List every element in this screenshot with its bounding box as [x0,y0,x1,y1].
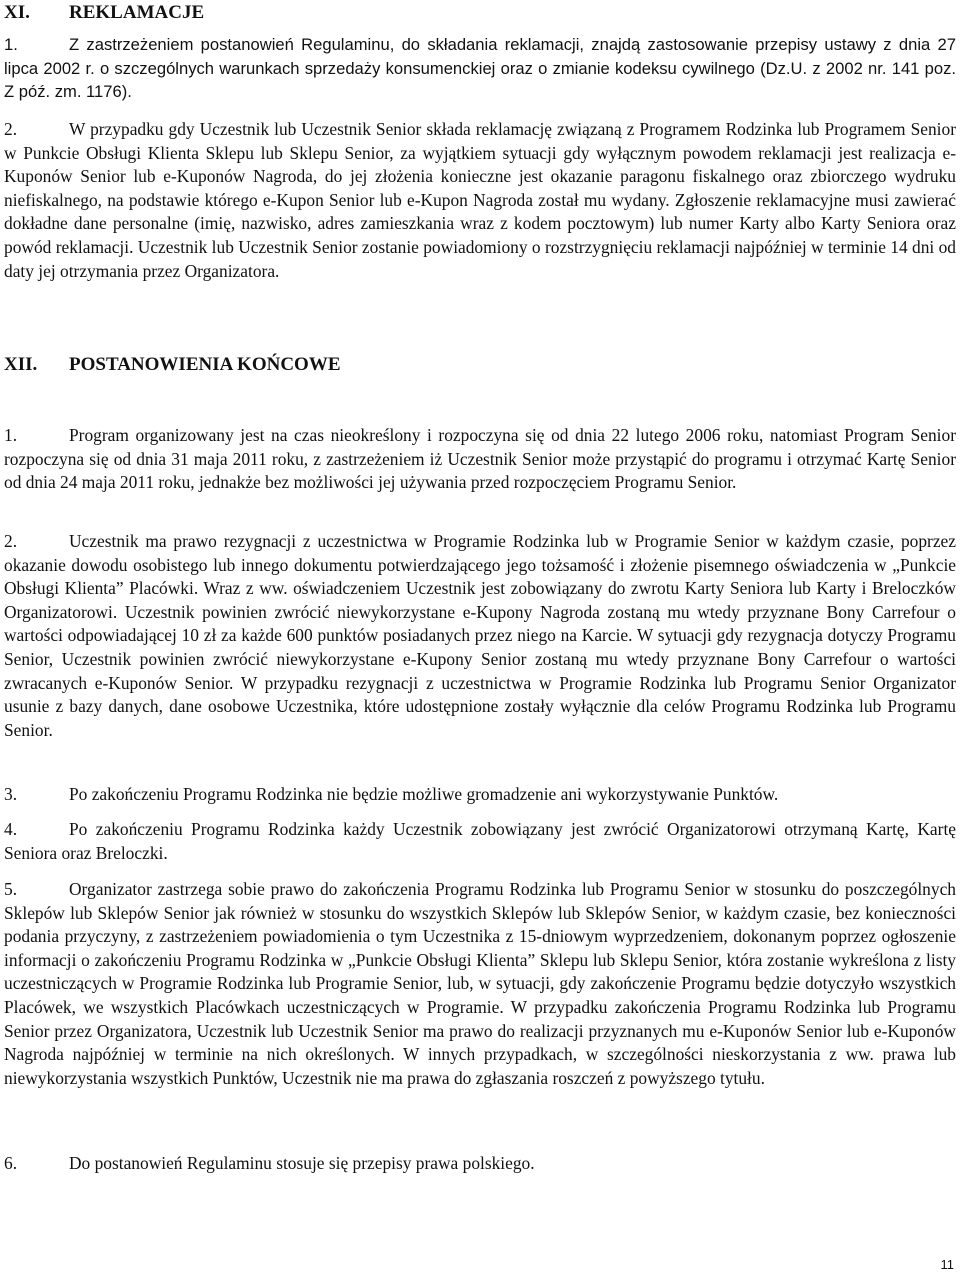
section-xii-item-5 [4,878,956,1090]
section-xi-item-2 [4,118,956,283]
section-number: XII. [4,354,38,375]
section-title: REKLAMACJE [69,2,205,23]
item-number: 1. [4,35,18,54]
item-text: W przypadku gdy Uczestnik lub Uczestnik Senior składa reklamację związaną z Programem Rodzinka lub Programem Senior w Punkcie Obsługi Klienta Sklepu lub Sklepu Senior, za wyjątkiem sytuacji gdy wyłącznym powodem reklamacji jest realizacja e-Kuponów Senior lub e-Kuponów Nagroda, do jej złożenia konieczne jest okazanie paragonu fiskalnego oraz zbiorczego wydruku niefiskalnego, na podstawie którego e-Kupon Senior lub e-Kupon Nagroda został mu wydany. Zgłoszenie reklamacyjne musi zawierać dokładne dane personalne (imię, nazwisko, adres zamieszkania wraz z kodem pocztowym) lub numer Karty albo Karty Seniora oraz powód reklamacji. Uczestnik lub Uczestnik Senior zostanie powiadomiony o rozstrzygnięciu reklamacji najpóźniej w terminie 14 dni od daty jej otrzymania przez Organizatora. [4,119,956,281]
section-heading-xii [4,354,341,376]
section-xii-item-2 [4,530,956,742]
item-text: Program organizowany jest na czas nieokreślony i rozpoczyna się od dnia 22 lutego 2006 roku, natomiast Program Senior rozpoczyna się od dnia 31 maja 2011 roku, z zastrzeżeniem iż Uczestnik Senior może przystąpić do programu i otrzymać Kartę Senior od dnia 24 maja 2011 roku, jednakże bez możliwości jej używania przed rozpoczęciem Programu Senior. [4,425,956,493]
section-title: POSTANOWIENIA KOŃCOWE [69,354,341,375]
section-heading-xi [4,2,204,24]
page-number: 11 [940,1257,954,1272]
item-number: 2. [4,119,18,139]
section-xii-item-3 [4,783,956,807]
item-number: 6. [4,1153,18,1173]
section-xii-item-1 [4,424,956,495]
item-text: Po zakończeniu Programu Rodzinka każdy Uczestnik zobowiązany jest zwrócić Organizatorowi otrzymaną Kartę, Kartę Seniora oraz Breloczki. [4,819,956,863]
section-xi-item-1 [4,33,956,104]
section-xii-item-6 [4,1152,956,1176]
item-number: 4. [4,819,18,839]
section-number: XI. [4,2,30,23]
item-number: 2. [4,531,18,551]
item-text: Do postanowień Regulaminu stosuje się przepisy prawa polskiego. [69,1153,535,1173]
item-text: Po zakończeniu Programu Rodzinka nie będzie możliwe gromadzenie ani wykorzystywanie Punktów. [69,784,779,804]
item-number: 3. [4,784,18,804]
item-text: Z zastrzeżeniem postanowień Regulaminu, do składania reklamacji, znajdą zastosowanie przepisy ustawy z dnia 27 lipca 2002 r. o szczególnych warunkach sprzedaży konsumenckiej oraz o zmianie kodeksu cywilnego (Dz.U. z 2002 nr. 141 poz. Z póź. zm. 1176). [4,35,956,102]
section-xii-item-4 [4,818,956,865]
item-number: 1. [4,425,18,445]
item-number: 5. [4,879,18,899]
item-text: Uczestnik ma prawo rezygnacji z uczestnictwa w Programie Rodzinka lub w Programie Senior w każdym czasie, poprzez okazanie dowodu osobistego lub innego dokumentu potwierdzającego jego tożsamość i złożenie pisemnego oświadczenia w „Punkcie Obsługi Klienta” Placówki. Wraz z ww. oświadczeniem Uczestnik jest zobowiązany do zwrotu Karty Seniora lub Karty i Breloczków Organizatorowi. Uczestnik powinien zwrócić niewykorzystane e-Kupony Nagroda zostaną mu wtedy przyznane Bony Carrefour o wartości odpowiadającej 10 zł za każde 600 punktów posiadanych przez niego na Karcie. W sytuacji gdy rezygnacja dotyczy Programu Senior, Uczestnik powinien zwrócić niewykorzystane e-Kupony Senior zostaną mu wtedy przyznane Bony Carrefour o wartości zwracanych e-Kuponów Senior. W przypadku rezygnacji z uczestnictwa w Programie Rodzinka lub Programu Senior Organizator usunie z bazy danych, dane osobowe Uczestnika, które udostępnione zostały wyłącznie dla celów Programu Rodzinka lub Programu Senior. [4,531,956,740]
item-text: Organizator zastrzega sobie prawo do zakończenia Programu Rodzinka lub Programu Senior w stosunku do poszczególnych Sklepów lub Sklepów Senior jak również w stosunku do wszystkich Sklepów lub Sklepów Senior, w każdym czasie, bez konieczności podania przyczyny, z zastrzeżeniem powiadomienia o tym Uczestnika z 15-dniowym wyprzedzeniem, dokonanym poprzez ogłoszenie informacji o zakończeniu Programu Rodzinka w „Punkcie Obsługi Klienta” Sklepu lub Sklepu Senior, która zostanie wykreślona z listy uczestniczących w Programie Rodzinka lub Programie Senior, lub, w sytuacji, gdy zakończenie Programu będzie dotyczyło wszystkich Placówek, we wszystkich Placówkach uczestniczących w Programie. W przypadku zakończenia Programu Rodzinka lub Programu Senior przez Organizatora, Uczestnik lub Uczestnik Senior ma prawo do realizacji przyznanych mu e-Kuponów Senior lub e-Kuponów Nagroda najpóźniej w terminie na nich określonych. W innych przypadkach, w szczególności nieskorzystania z ww. prawa lub niewykorzystania wszystkich Punktów, Uczestnik nie ma prawa do zgłaszania roszczeń z powyższego tytułu. [4,879,956,1088]
